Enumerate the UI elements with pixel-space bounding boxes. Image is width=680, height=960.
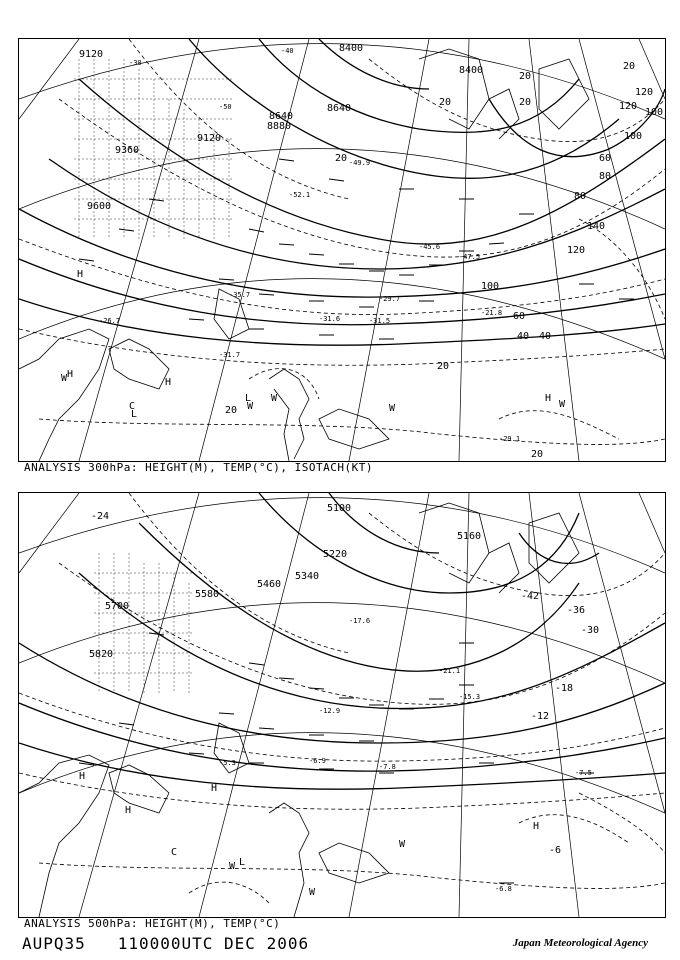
temp-label: -45.6 bbox=[419, 243, 441, 251]
panel-300hpa-caption: ANALYSIS 300hPa: HEIGHT(M), TEMP(°C), ISOTACH(KT) bbox=[24, 461, 374, 474]
panel-500hpa-caption: ANALYSIS 500hPa: HEIGHT(M), TEMP(°C) bbox=[24, 917, 281, 930]
isotach-label: 20 bbox=[623, 61, 636, 72]
isotach-label: 140 bbox=[587, 221, 606, 232]
isotach-label: 100 bbox=[624, 131, 643, 142]
isotach-label: 100 bbox=[481, 281, 500, 292]
isotach-label: 20 bbox=[531, 449, 544, 460]
isotach-label: 20 bbox=[225, 405, 238, 416]
height-labels bbox=[79, 43, 483, 212]
temp-label: -18 bbox=[555, 683, 574, 694]
map-300hpa-svg bbox=[19, 39, 665, 461]
temp-label: -6.9 bbox=[309, 757, 326, 765]
height-labels bbox=[89, 503, 481, 660]
temp-label: -52.1 bbox=[289, 191, 311, 199]
temp-label: -31.5 bbox=[369, 317, 391, 325]
low-symbol: L bbox=[245, 393, 252, 404]
temp-label: -31.6 bbox=[319, 315, 341, 323]
height-label: 5460 bbox=[257, 579, 282, 590]
warm-symbol: W bbox=[61, 373, 68, 384]
warm-symbol: W bbox=[309, 887, 316, 898]
temp-label: -35.7 bbox=[229, 291, 251, 299]
isotach-label: 60 bbox=[599, 153, 612, 164]
temp-label: -17.6 bbox=[349, 617, 371, 625]
height-label: 5100 bbox=[327, 503, 352, 514]
isotach-label: 80 bbox=[599, 171, 612, 182]
temperature-labels bbox=[99, 47, 520, 443]
isotach-label: 120 bbox=[619, 101, 638, 112]
isotach-label: 80 bbox=[574, 191, 587, 202]
temp-label: -7.8 bbox=[379, 763, 396, 771]
height-label: 5700 bbox=[105, 601, 130, 612]
wind-barbs bbox=[79, 633, 594, 883]
temp-label: -5.3 bbox=[219, 759, 236, 767]
cold-symbol: C bbox=[129, 401, 136, 412]
warm-symbol: W bbox=[247, 401, 254, 412]
high-symbol: H bbox=[67, 369, 74, 380]
high-symbol: H bbox=[545, 393, 552, 404]
height-label: 9360 bbox=[115, 145, 140, 156]
high-symbol: H bbox=[77, 269, 84, 280]
height-label: 8640 bbox=[327, 103, 352, 114]
jet-hatch-area bbox=[74, 59, 234, 239]
warm-symbol: W bbox=[389, 403, 396, 414]
warm-symbol: W bbox=[271, 393, 278, 404]
temp-label: -42 bbox=[521, 591, 540, 602]
temp-label: -30 bbox=[581, 625, 600, 636]
temp-label: -15.3 bbox=[459, 693, 481, 701]
height-label: 9120 bbox=[197, 133, 222, 144]
temp-label: -30 bbox=[129, 59, 142, 67]
high-symbol: H bbox=[125, 805, 132, 816]
height-label: 8400 bbox=[339, 43, 364, 54]
low-symbol: L bbox=[239, 857, 246, 868]
agency-name: Japan Meteorological Agency bbox=[512, 937, 648, 949]
pressure-symbols bbox=[79, 771, 539, 898]
coastline bbox=[19, 49, 589, 461]
temp-label: -26.7 bbox=[99, 317, 121, 325]
temp-label: -12 bbox=[531, 711, 550, 722]
height-contours bbox=[19, 39, 665, 345]
temp-label: -40 bbox=[281, 47, 294, 55]
temp-label: -21.1 bbox=[439, 667, 461, 675]
chart-code: AUPQ35 bbox=[22, 934, 86, 953]
temp-label: -7.5 bbox=[575, 769, 592, 777]
valid-time: 110000UTC DEC 2006 bbox=[117, 934, 310, 953]
chart-header bbox=[22, 934, 309, 953]
temp-label: -50 bbox=[219, 103, 232, 111]
high-symbol: H bbox=[165, 377, 172, 388]
temp-label: -49.9 bbox=[349, 159, 371, 167]
temp-label: -6 bbox=[549, 845, 562, 856]
high-symbol: H bbox=[79, 771, 86, 782]
warm-symbol: W bbox=[229, 861, 236, 872]
temp-label: -31.7 bbox=[219, 351, 241, 359]
temperature-labels bbox=[91, 511, 599, 893]
temp-label: -21.8 bbox=[481, 309, 503, 317]
isotach-label: 20 bbox=[335, 153, 348, 164]
height-label: 9600 bbox=[87, 201, 112, 212]
temp-label: -6.8 bbox=[495, 885, 512, 893]
temp-label: -47.5 bbox=[459, 253, 481, 261]
dashed-contours bbox=[19, 39, 665, 444]
height-label: 5160 bbox=[457, 531, 482, 542]
height-label: 5580 bbox=[195, 589, 220, 600]
height-label: 9120 bbox=[79, 49, 104, 60]
warm-symbol: W bbox=[559, 399, 566, 410]
height-label: 8880 bbox=[267, 121, 292, 132]
temp-label: -24 bbox=[91, 511, 110, 522]
isotach-label: 20 bbox=[437, 361, 450, 372]
height-label: 8400 bbox=[459, 65, 484, 76]
isotach-label: 40 bbox=[539, 331, 552, 342]
temp-label: -12.9 bbox=[319, 707, 341, 715]
low-symbol: L bbox=[131, 409, 138, 420]
isotach-label: 20 bbox=[439, 97, 452, 108]
isotach-label: 20 bbox=[519, 97, 532, 108]
high-symbol: H bbox=[533, 821, 540, 832]
height-label: 8640 bbox=[269, 111, 294, 122]
isotach-label: 100 bbox=[645, 107, 664, 118]
high-symbol: H bbox=[211, 783, 218, 794]
height-contours bbox=[19, 493, 665, 789]
panel-500hpa-map bbox=[18, 492, 666, 918]
coastline bbox=[19, 503, 579, 917]
temp-label: -29.7 bbox=[379, 295, 401, 303]
warm-symbol: W bbox=[399, 839, 406, 850]
isotach-label: 120 bbox=[635, 87, 654, 98]
isotach-label: 120 bbox=[567, 245, 586, 256]
dryness-hatch-area bbox=[94, 553, 194, 693]
temp-label: -29.1 bbox=[499, 435, 521, 443]
height-label: 5820 bbox=[89, 649, 114, 660]
height-label: 5220 bbox=[323, 549, 348, 560]
panel-300hpa-map bbox=[18, 38, 666, 462]
isotach-label: 20 bbox=[519, 71, 532, 82]
map-500hpa-svg bbox=[19, 493, 665, 917]
height-label: 5340 bbox=[295, 571, 320, 582]
cold-symbol: C bbox=[171, 847, 178, 858]
isotach-label: 60 bbox=[513, 311, 526, 322]
isotach-label: 40 bbox=[517, 331, 530, 342]
temp-label: -36 bbox=[567, 605, 586, 616]
